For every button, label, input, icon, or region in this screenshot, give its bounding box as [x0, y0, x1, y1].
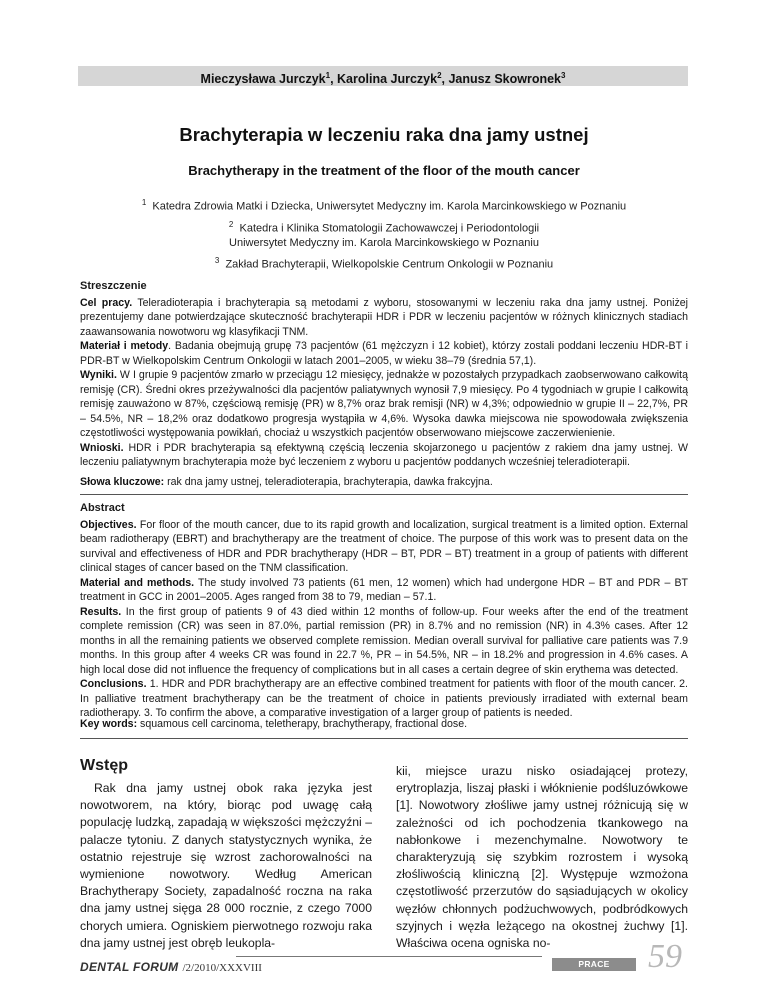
- page-number: 59: [648, 938, 682, 975]
- affiliation-3: $^3$ Zakład Brachyterapii, Wielkopolskie Centrum Onkologii w Poznaniu: [214, 256, 554, 271]
- abstract-heading: Abstract: [80, 502, 125, 514]
- conclusions-paragraph: Conclusions. 1. HDR and PDR brachytherapy are an effective combined treatment for patients with floor of the mouth cancer. 2. In palliative treatment brachytherapy can be the treatment of choice in patients previously irradiated with external beam radiotherapy. 3. To confirm the above, a comparative investigation of a larger group of patients is needed.: [80, 678, 688, 719]
- results-paragraph: Results. In the first group of patients 9 of 43 died within 12 months of follow-up. Four weeks after the end of the treatment complete remission (CR) was seen in 87.0%, partial remission (PR) in 8.7% and no remission (NR) in 4.3% cases. After 12 months in all the remaining patients we observed complete remission. Median overall survival for palliative care patients was 7.9 months. In this group after 4 weeks CR was found in 22.7 %, PR – in 54.5%, NR – in 18.2% and progression in 4.6% cases. A high local dose did not influence the frequency of complications but in all cases a certain degree of skin erythema was detected.: [80, 605, 688, 676]
- wyniki-paragraph: Wyniki. W I grupie 9 pacjentów zmarło w przeciągu 12 miesięcy, jednakże w pozostałych przypadkach zaobserwowano całkowitą remisję (CR). Średni okres przeżywalności dla pacjentów paliatywnych wynosił 7,9 miesięcy. Po 4 tygodniach w grupie I całkowitą remisję zauważono w 87%, częściową remisję (PR) w 8,7% oraz brak remisji (NR) w 4,3%; odpowiednio w grupie II – 22,7%, PR – 54.5%, NR – 18,2% oraz dodatkowo progresja wystąpiła w 4,6%. Wysoka dawka miejscowa nie spowodowała zwiększenia częstotliwości występowania powikłań, chociaż u wszystkich pacjentów obserwowano miejscowe zaczerwienienie.: [80, 369, 688, 439]
- wstep-left-column: Rak dna jamy ustnej obok raka języka jest nowotworem, na który, biorąc pod uwagę całą populację ludzką, zapadają w większości mężczyźni – palacze tytoniu. Z danych statystycznych wynika, że ostatnio rejestruje się wzrost zachorowalności na wymienione nowotwory. Według American Brachytherapy Society, zapadalność roczna na raka dna jamy ustnej sięga 28 000 rocznie, z czego 7000 chorych umiera. Ogniskiem pierwotnego rozwoju raka dna jamy ustnej jest obręb leukopla-: [80, 781, 372, 950]
- author-3: Janusz Skowronek: [448, 72, 562, 87]
- affiliation-2: $^2$ Katedra i Klinika Stomatologii Zachowawczej i Periodontologii Uniwersytet Medyczny im. Karola Marcinkowskiego w Poznaniu: [228, 220, 540, 249]
- authors-bar: Mieczysława Jurczyk$^1$, Karolina Jurczyk$^2$, Janusz Skowronek$^3$: [78, 66, 688, 86]
- streszczenie-section: [80, 279, 688, 470]
- article-subtitle: Brachytherapy in the treatment of the floor of the mouth cancer: [188, 163, 580, 178]
- section-badge: PRACE ORYGINALNE: [552, 958, 636, 971]
- methods-paragraph: Material and methods. The study involved 73 patients (61 men, 12 women) which had undergone HDR – BT and PDR – BT treatment in GCC in 2001–2005. Ages ranged from 38 to 79, median – 57.1.: [80, 576, 688, 603]
- abstract-section: [80, 501, 688, 721]
- journal-issue: /2/2010/XXXVIII: [182, 962, 262, 974]
- article-title: Brachyterapia w leczeniu raka dna jamy ustnej: [179, 124, 589, 145]
- affiliation-1: $^1$ Katedra Zdrowia Matki i Dziecka, Uniwersytet Medyczny im. Karola Marcinkowskiego w Poznaniu: [141, 198, 627, 213]
- divider-1: [80, 494, 688, 495]
- wstep-right-column: kii, miejsce urazu nisko osiadającej protezy, erytroplazja, liszaj płaski i włóknienie podśluzówkowe [1]. Nowotwory złośliwe jamy ustnej różnicują się w zależności od ich pochodzenia tkankowego na nabłonkowe i mezenchymalne. Nowotwory te charakteryzują się szybkim rozrostem i wysoką złośliwością kliniczną [2]. Występuje wzmożona częstotliwość przerzutów do sąsiadujących w okolicy węzłów chłonnych podżuchwowych, podbródkowych szyjnych i węzła leżącego na okostnej żuchwy [1]. Właściwa ocena ogniska no-: [396, 764, 688, 951]
- wnioski-paragraph: Wnioski. HDR i PDR brachyterapia są efektywną częścią leczenia skojarzonego u pacjentów z rakiem dna jamy ustnej. W leczeniu paliatywnym brachyterapia może być leczeniem z wyboru u pacjentów poddanych wcześniej teleradioterapii.: [80, 441, 688, 468]
- cel-paragraph: Cel pracy. Teleradioterapia i brachyterapia są metodami z wyboru, stosowanymi w leczeniu raka dna jamy ustnej. Poniżej prezentujemy dane potwierdzające skuteczność brachyterapii HDR i PDR w leczeniu pacjentów w różnych klinicznych stadiach zaawansowania nowotworu wg klasyfikacji TNM.: [80, 296, 688, 338]
- objectives-paragraph: Objectives. For floor of the mouth cancer, due to its rapid growth and localization, surgical treatment is a limited option. External beam radiotherapy (EBRT) and brachytherapy are the treatment of choice. The purpose of this work was to present data on the survival and effectiveness of HDR and PDR brachytherapy (HDR – BT, PDR – BT) treatment in a group of patients with different clinical stages of cancer based on the TNM classification.: [80, 518, 688, 574]
- material-paragraph: Materiał i metody. Badania obejmują grupę 73 pacjentów (61 mężczyzn i 12 kobiet), którzy zostali poddani leczeniu HDR-BT i PDR-BT w Wielkopolskim Centrum Onkologii w latach 2001–2005, w wieku 38–79 (średnia 57,1).: [80, 340, 688, 367]
- author-1: Mieczysława Jurczyk: [200, 72, 326, 87]
- wstep-heading: Wstęp: [80, 757, 128, 774]
- journal-brand: DENTAL FORUM: [80, 960, 179, 974]
- author-2: Karolina Jurczyk: [337, 72, 438, 87]
- streszczenie-heading: Streszczenie: [80, 280, 147, 292]
- key-words: Key words: squamous cell carcinoma, teletherapy, brachytherapy, fractional dose.: [80, 718, 468, 730]
- slowa-kluczowe: Słowa kluczowe: rak dna jamy ustnej, teleradioterapia, brachyterapia, dawka frakcyjna.: [80, 476, 493, 488]
- journal-info: [80, 960, 262, 974]
- footer-rule-left: [236, 956, 542, 957]
- divider-2: [80, 738, 688, 739]
